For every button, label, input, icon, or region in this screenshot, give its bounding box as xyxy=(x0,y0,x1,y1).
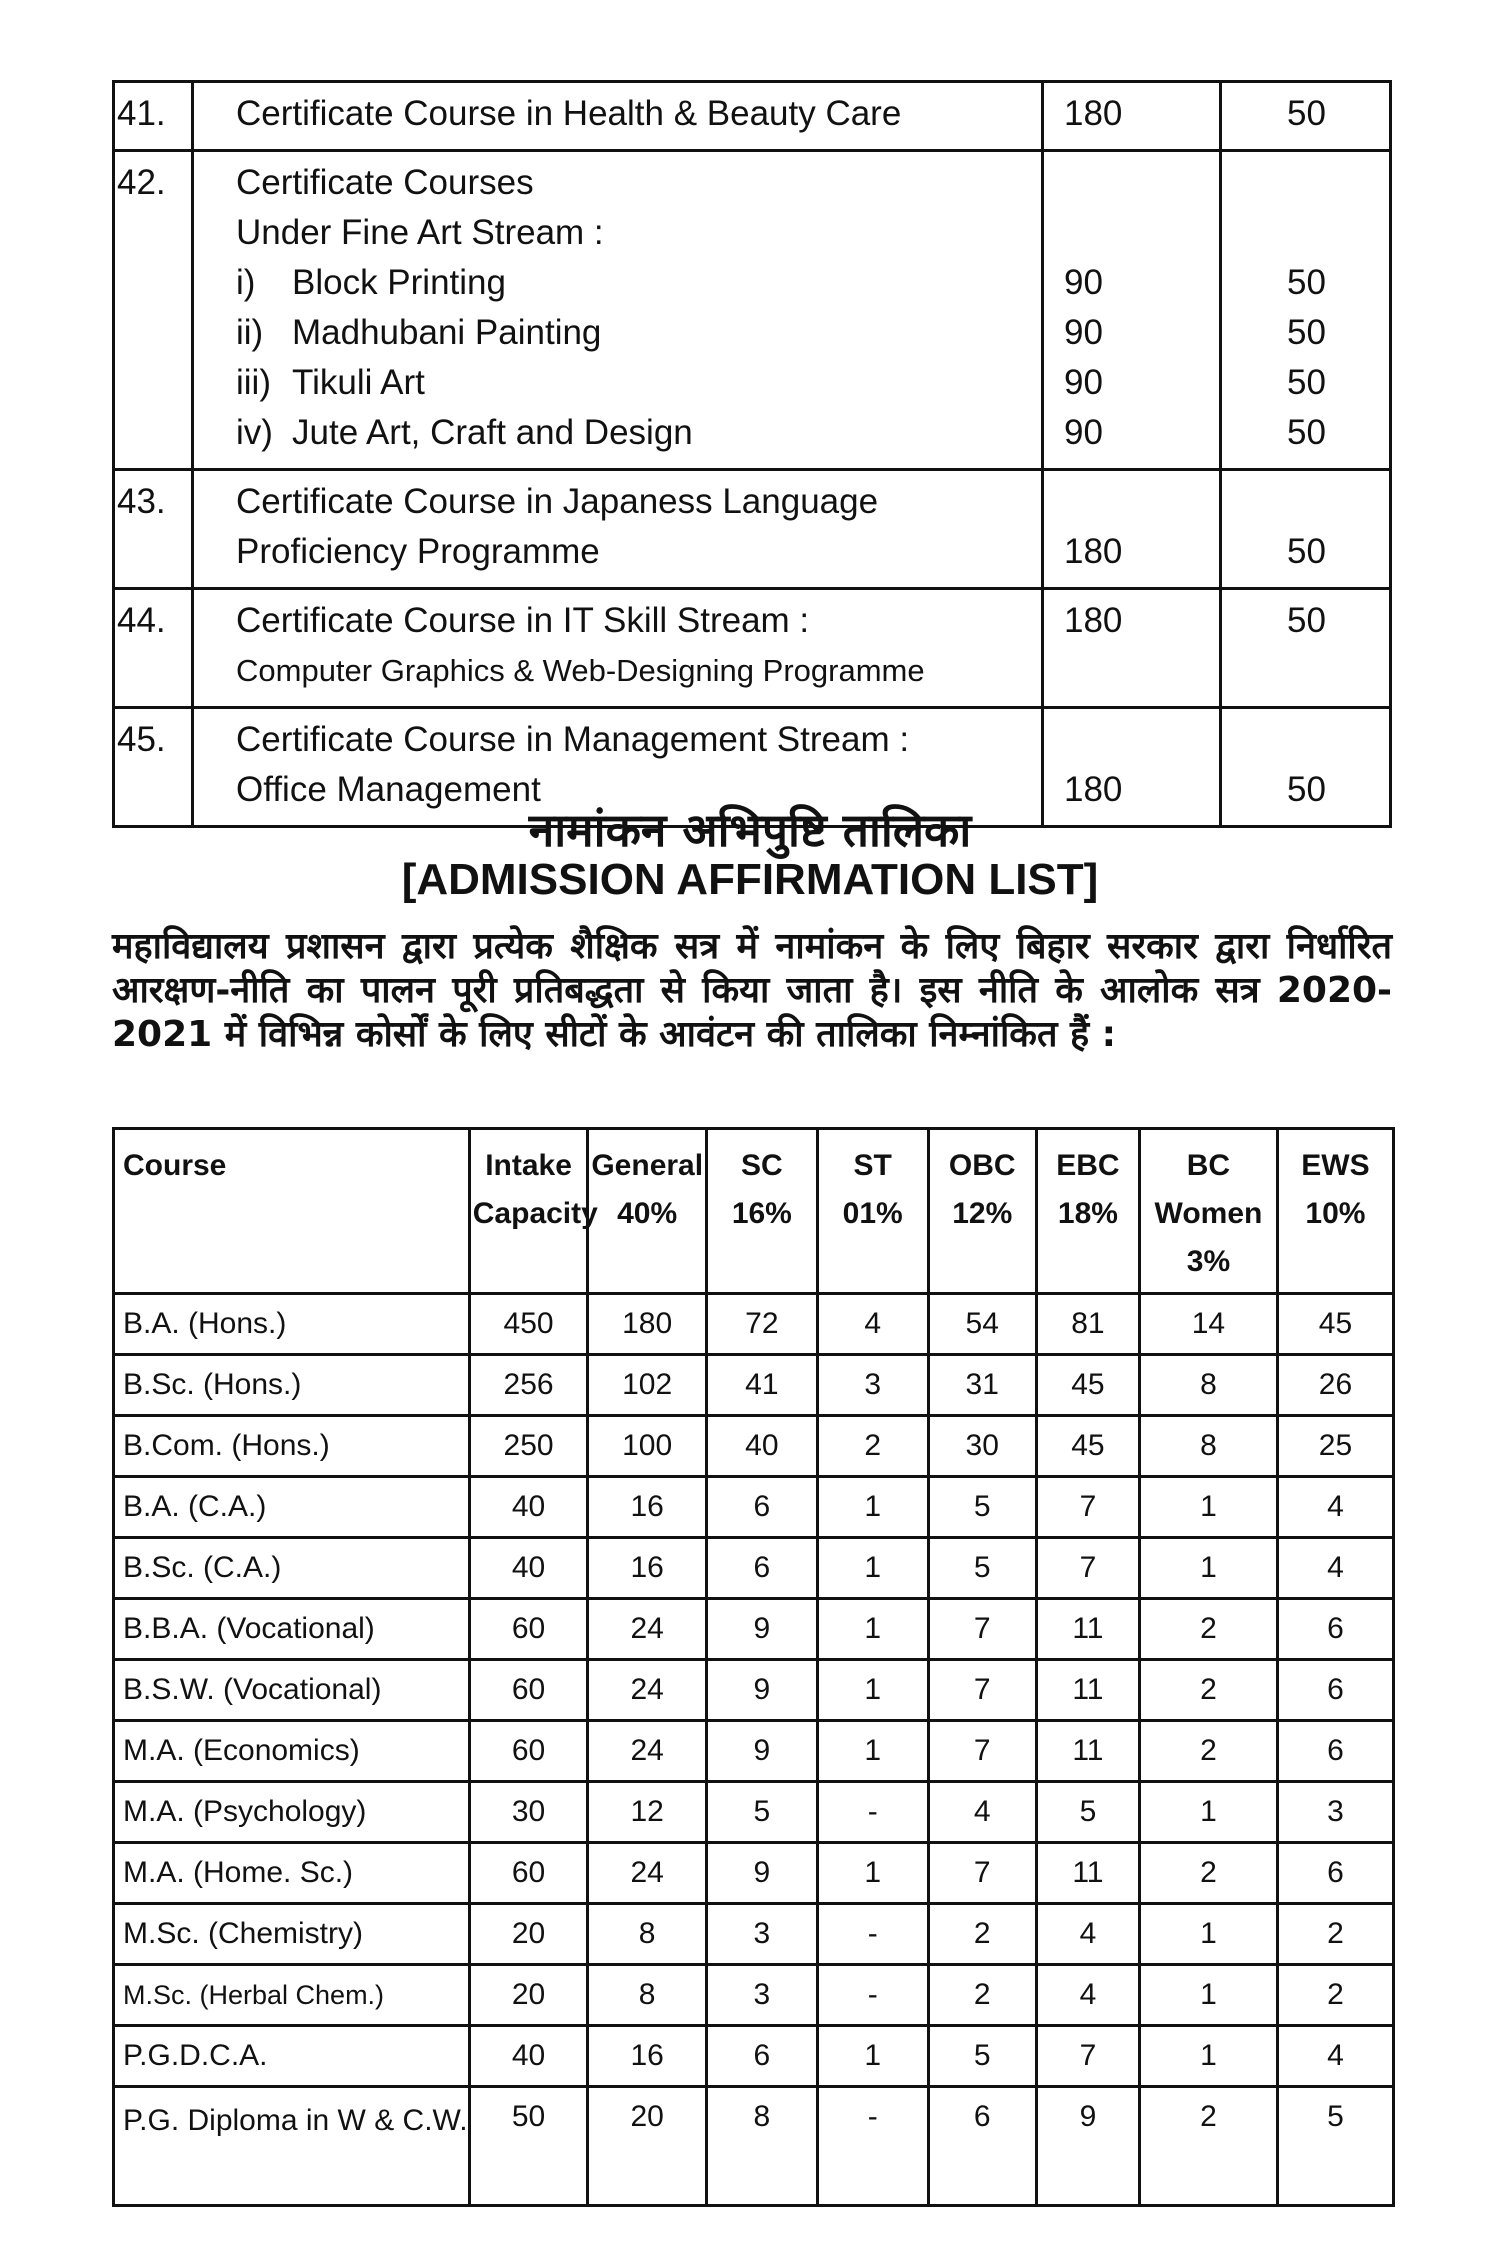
seat-count-cell: 9 xyxy=(1036,2087,1139,2206)
sub-course-number: ii) xyxy=(236,313,264,352)
seat-count-cell: 102 xyxy=(588,1355,707,1416)
seat-count-cell: 180 xyxy=(588,1294,707,1355)
seat-count-cell: - xyxy=(817,1965,928,2026)
seat-count-cell: 4 xyxy=(1277,1477,1393,1538)
seat-count-cell: 60 xyxy=(469,1721,588,1782)
seat-count-cell: 3 xyxy=(706,1904,817,1965)
table-row xyxy=(114,1294,1394,1355)
course-cell: B.A. (Hons.) xyxy=(114,1294,470,1355)
course-name-line: Certificate Course in Management Stream : xyxy=(236,720,910,759)
course-name-line: Certificate Courses xyxy=(236,163,534,202)
seat-count-cell: 100 xyxy=(588,1416,707,1477)
seat-count-cell: 2 xyxy=(1139,1599,1277,1660)
seat-count-cell: 60 xyxy=(469,1599,588,1660)
seat-count-cell: 16 xyxy=(588,1538,707,1599)
course-cell: B.B.A. (Vocational) xyxy=(114,1599,470,1660)
sub-course-fee: 50 xyxy=(1287,363,1326,402)
seat-count-cell: 81 xyxy=(1036,1294,1139,1355)
column-header xyxy=(1277,1129,1393,1294)
course-name xyxy=(193,82,1043,151)
seat-count-cell: 7 xyxy=(928,1660,1036,1721)
seat-count-cell: 26 xyxy=(1277,1355,1393,1416)
seat-count-cell: 72 xyxy=(706,1294,817,1355)
column-header xyxy=(706,1129,817,1294)
seat-count-cell: 40 xyxy=(469,2026,588,2087)
seat-count-cell: 6 xyxy=(1277,1599,1393,1660)
seat-count-cell: 20 xyxy=(588,2087,707,2206)
seat-count-cell: 6 xyxy=(706,1538,817,1599)
sub-course-fee: 50 xyxy=(1287,413,1326,452)
seat-count-cell: 5 xyxy=(928,1538,1036,1599)
seat-count-cell: 40 xyxy=(469,1477,588,1538)
seat-count-cell: 5 xyxy=(928,1477,1036,1538)
table-row xyxy=(114,1782,1394,1843)
sub-course xyxy=(236,408,1041,458)
course-number: 45. xyxy=(114,708,193,827)
seat-count-cell: 7 xyxy=(928,1843,1036,1904)
sub-course-number: iii) xyxy=(236,363,271,402)
course-cell: M.Sc. (Herbal Chem.) xyxy=(114,1965,470,2026)
sub-course-number: iv) xyxy=(236,413,273,452)
course-cell: P.G.D.C.A. xyxy=(114,2026,470,2087)
column-header xyxy=(1139,1129,1277,1294)
seat-count-cell: 1 xyxy=(1139,1782,1277,1843)
column-header xyxy=(1036,1129,1139,1294)
seat-count-cell: 8 xyxy=(706,2087,817,2206)
seat-count-cell: 9 xyxy=(706,1843,817,1904)
table-row xyxy=(114,1965,1394,2026)
seat-count-cell: 24 xyxy=(588,1660,707,1721)
column-header xyxy=(469,1129,598,1294)
seat-count-cell: 11 xyxy=(1036,1843,1139,1904)
column-header xyxy=(928,1129,1036,1294)
course-row xyxy=(114,589,1391,708)
table-row xyxy=(114,2087,1394,2206)
seat-count-cell: 4 xyxy=(1036,1904,1139,1965)
seat-count-cell: 8 xyxy=(1139,1416,1277,1477)
course-cell: P.G. Diploma in W & C.W. xyxy=(114,2087,470,2206)
course-number: 42. xyxy=(114,151,193,470)
column-header-line: Intake xyxy=(485,1149,572,1182)
seat-count-cell: 4 xyxy=(1277,2026,1393,2087)
seat-count-cell: 2 xyxy=(928,1904,1036,1965)
course-name xyxy=(193,470,1043,589)
seat-count-cell: 1 xyxy=(817,2026,928,2087)
column-header-line: 40% xyxy=(617,1197,678,1230)
duration-value xyxy=(1064,715,1219,765)
seat-count-cell: 6 xyxy=(1277,1721,1393,1782)
seat-count-cell: 16 xyxy=(588,1477,707,1538)
seat-count-cell: 24 xyxy=(588,1599,707,1660)
fee-value: 50 xyxy=(1287,532,1326,571)
seat-count-cell: 50 xyxy=(469,2087,588,2206)
table-row xyxy=(114,1843,1394,1904)
sub-course-duration: 90 xyxy=(1064,413,1103,452)
seat-count-cell: 6 xyxy=(706,1477,817,1538)
duration-value: 180 xyxy=(1064,532,1123,571)
seat-count-cell: 1 xyxy=(1139,1538,1277,1599)
sub-course xyxy=(236,258,1041,308)
course-name-line: Certificate Course in Japaness Language xyxy=(236,482,879,521)
sub-course-duration: 90 xyxy=(1064,263,1103,302)
column-header-line: SC xyxy=(741,1149,783,1182)
seat-count-cell: 14 xyxy=(1139,1294,1277,1355)
table-row xyxy=(114,1416,1394,1477)
course-subtitle: Computer Graphics & Web-Designing Programme xyxy=(236,653,925,688)
course-row xyxy=(114,470,1391,589)
course-fee xyxy=(1221,82,1391,151)
seat-count-cell: 2 xyxy=(1139,1843,1277,1904)
column-header-line: OBC xyxy=(948,1149,1016,1182)
sub-course-fee: 50 xyxy=(1287,313,1326,352)
column-header-line: EBC xyxy=(1056,1149,1120,1182)
seat-count-cell: 3 xyxy=(1277,1782,1393,1843)
seat-count-cell: 6 xyxy=(1277,1660,1393,1721)
course-fee xyxy=(1221,589,1391,708)
seat-count-cell: 5 xyxy=(706,1782,817,1843)
column-header-line: Capacity xyxy=(472,1197,598,1230)
sub-course-duration: 90 xyxy=(1064,313,1103,352)
seat-count-cell: 450 xyxy=(469,1294,588,1355)
seat-count-cell: 6 xyxy=(1277,1843,1393,1904)
course-number: 44. xyxy=(114,589,193,708)
sub-course-name: Madhubani Painting xyxy=(292,313,602,352)
course-cell: M.Sc. (Chemistry) xyxy=(114,1904,470,1965)
seat-count-cell: 8 xyxy=(588,1904,707,1965)
seat-count-cell: 30 xyxy=(928,1416,1036,1477)
column-header-line: 3% xyxy=(1186,1245,1231,1278)
course-number: 41. xyxy=(114,82,193,151)
table-row xyxy=(114,1904,1394,1965)
seat-count-cell: - xyxy=(817,1904,928,1965)
seat-count-cell: - xyxy=(817,2087,928,2206)
seat-count-cell: 45 xyxy=(1036,1416,1139,1477)
seat-count-cell: 1 xyxy=(1139,1965,1277,2026)
column-header-line: 10% xyxy=(1305,1197,1366,1230)
seat-count-cell: 4 xyxy=(817,1294,928,1355)
title-english: [ADMISSION AFFIRMATION LIST] xyxy=(401,855,1099,904)
seat-count-cell: 7 xyxy=(928,1599,1036,1660)
course-name xyxy=(193,589,1043,708)
seat-count-cell: 7 xyxy=(1036,1538,1139,1599)
seat-count-cell: 2 xyxy=(1139,1660,1277,1721)
title-hindi: नामांकन अभिपुष्टि तालिका xyxy=(528,803,972,857)
seat-count-cell: 20 xyxy=(469,1965,588,2026)
seat-count-cell: 12 xyxy=(588,1782,707,1843)
fee-value: 50 xyxy=(1287,94,1326,133)
seat-count-cell: 5 xyxy=(1036,1782,1139,1843)
seat-count-cell: 8 xyxy=(588,1965,707,2026)
seat-count-cell: 25 xyxy=(1277,1416,1393,1477)
seat-count-cell: 31 xyxy=(928,1355,1036,1416)
course-name-line: Office Management xyxy=(236,770,541,809)
seat-count-cell: 6 xyxy=(928,2087,1036,2206)
seat-count-cell: 16 xyxy=(588,2026,707,2087)
seat-count-cell: 1 xyxy=(1139,2026,1277,2087)
seat-count-cell: 1 xyxy=(817,1721,928,1782)
sub-course-duration: 90 xyxy=(1064,363,1103,402)
course-name xyxy=(193,151,1043,470)
course-fee xyxy=(1221,151,1391,470)
column-header-line: ST xyxy=(853,1149,892,1182)
seat-count-cell: 11 xyxy=(1036,1599,1139,1660)
seat-count-cell: 5 xyxy=(928,2026,1036,2087)
sub-course-name: Block Printing xyxy=(292,263,506,302)
seat-count-cell: 24 xyxy=(588,1843,707,1904)
course-cell: M.A. (Home. Sc.) xyxy=(114,1843,470,1904)
fee-value xyxy=(1287,715,1389,765)
fee-value: 50 xyxy=(1287,770,1326,809)
seat-count-cell: 24 xyxy=(588,1721,707,1782)
course-cell: M.A. (Psychology) xyxy=(114,1782,470,1843)
seat-count-cell: 7 xyxy=(1036,1477,1139,1538)
seat-count-cell: 2 xyxy=(1277,1965,1393,2026)
seat-count-cell: 1 xyxy=(817,1660,928,1721)
fee-value xyxy=(1287,477,1389,527)
course-duration xyxy=(1043,151,1221,470)
column-header-line: EWS xyxy=(1301,1149,1370,1182)
seat-count-cell: 1 xyxy=(1139,1904,1277,1965)
seat-count-cell: 2 xyxy=(1277,1904,1393,1965)
table-row xyxy=(114,2026,1394,2087)
table-row xyxy=(114,1599,1394,1660)
seat-count-cell: 1 xyxy=(1139,1477,1277,1538)
course-duration xyxy=(1043,470,1221,589)
seat-count-cell: 1 xyxy=(817,1599,928,1660)
course-name-line: Under Fine Art Stream : xyxy=(236,213,604,252)
column-header-line: 01% xyxy=(842,1197,903,1230)
sub-course xyxy=(236,308,1041,358)
sub-course-name: Tikuli Art xyxy=(292,363,425,402)
seat-count-cell: 256 xyxy=(469,1355,588,1416)
seat-count-cell: 45 xyxy=(1036,1355,1139,1416)
column-header xyxy=(588,1129,707,1294)
seat-count-cell: 41 xyxy=(706,1355,817,1416)
seat-count-cell: 4 xyxy=(1036,1965,1139,2026)
seat-count-cell: 9 xyxy=(706,1660,817,1721)
reservation-policy-paragraph: महाविद्यालय प्रशासन द्वारा प्रत्येक शैक्षिक सत्र में नामांकन के लिए बिहार सरकार द्वारा निर्धारित आरक्षण-नीति का पालन पूरी प्रतिबद्धता से किया जाता है। इस नीति के आलोक सत्र 2020-2021 में विभिन्न कोर्सों के लिए सीटों के आवंटन की तालिका निम्नांकित हैं : xyxy=(112,926,1392,1055)
column-header-line: Course xyxy=(123,1149,227,1182)
duration-value: 180 xyxy=(1064,601,1123,640)
course-duration xyxy=(1043,82,1221,151)
sub-course xyxy=(236,358,1041,408)
seat-count-cell: 4 xyxy=(1277,1538,1393,1599)
course-row xyxy=(114,151,1391,470)
seat-count-cell: 40 xyxy=(706,1416,817,1477)
column-header-line: 16% xyxy=(731,1197,792,1230)
table-row xyxy=(114,1355,1394,1416)
seat-count-cell: 6 xyxy=(706,2026,817,2087)
seat-count-cell: 9 xyxy=(706,1721,817,1782)
course-cell: B.Sc. (C.A.) xyxy=(114,1538,470,1599)
seat-count-cell: - xyxy=(817,1782,928,1843)
seat-count-cell: 4 xyxy=(928,1782,1036,1843)
column-header-line: General xyxy=(591,1149,704,1182)
course-cell: B.S.W. (Vocational) xyxy=(114,1660,470,1721)
column-header xyxy=(114,1129,470,1294)
seat-count-cell: 7 xyxy=(928,1721,1036,1782)
sub-course-number: i) xyxy=(236,263,256,302)
course-number: 43. xyxy=(114,470,193,589)
seat-count-cell: 11 xyxy=(1036,1660,1139,1721)
seat-count-cell: 1 xyxy=(817,1843,928,1904)
seat-count-cell: 11 xyxy=(1036,1721,1139,1782)
certificate-courses-table xyxy=(112,80,1392,828)
course-cell: B.Com. (Hons.) xyxy=(114,1416,470,1477)
seat-count-cell: 30 xyxy=(469,1782,588,1843)
course-name-line: Certificate Course in IT Skill Stream : xyxy=(236,601,810,640)
seat-count-cell: 3 xyxy=(817,1355,928,1416)
column-header-line: BC xyxy=(1186,1149,1231,1182)
seat-count-cell: 5 xyxy=(1277,2087,1393,2206)
seat-count-cell: 40 xyxy=(469,1538,588,1599)
seat-count-cell: 54 xyxy=(928,1294,1036,1355)
seat-count-cell: 60 xyxy=(469,1843,588,1904)
table-row xyxy=(114,1477,1394,1538)
admission-affirmation-table xyxy=(112,1127,1395,2207)
seat-count-cell: 45 xyxy=(1277,1294,1393,1355)
course-cell: B.A. (C.A.) xyxy=(114,1477,470,1538)
seat-count-cell: 2 xyxy=(1139,2087,1277,2206)
duration-value xyxy=(1064,477,1219,527)
seat-count-cell: 2 xyxy=(1139,1721,1277,1782)
seat-count-cell: 20 xyxy=(469,1904,588,1965)
table-row xyxy=(114,1721,1394,1782)
seat-count-cell: 7 xyxy=(1036,2026,1139,2087)
duration-value: 180 xyxy=(1064,94,1123,133)
seat-count-cell: 2 xyxy=(928,1965,1036,2026)
course-fee xyxy=(1221,470,1391,589)
seat-count-cell: 8 xyxy=(1139,1355,1277,1416)
column-header xyxy=(817,1129,928,1294)
fee-value: 50 xyxy=(1287,601,1326,640)
seat-count-cell: 3 xyxy=(706,1965,817,2026)
sub-course-name: Jute Art, Craft and Design xyxy=(292,413,693,452)
course-cell: B.Sc. (Hons.) xyxy=(114,1355,470,1416)
course-cell: M.A. (Economics) xyxy=(114,1721,470,1782)
seat-count-cell: 1 xyxy=(817,1538,928,1599)
duration-value: 180 xyxy=(1064,770,1123,809)
column-header-line: 12% xyxy=(952,1197,1013,1230)
seat-count-cell: 250 xyxy=(469,1416,588,1477)
seat-count-cell: 9 xyxy=(706,1599,817,1660)
seat-count-cell: 60 xyxy=(469,1660,588,1721)
course-name-line: Certificate Course in Health & Beauty Care xyxy=(236,94,902,133)
table-row xyxy=(114,1538,1394,1599)
sub-course-fee: 50 xyxy=(1287,263,1326,302)
seat-count-cell: 2 xyxy=(817,1416,928,1477)
course-duration xyxy=(1043,589,1221,708)
column-header-line: 18% xyxy=(1057,1197,1118,1230)
column-header-line: Women xyxy=(1154,1197,1263,1230)
course-row xyxy=(114,82,1391,151)
table-row xyxy=(114,1660,1394,1721)
seat-count-cell: 1 xyxy=(817,1477,928,1538)
course-name-line: Proficiency Programme xyxy=(236,532,600,571)
